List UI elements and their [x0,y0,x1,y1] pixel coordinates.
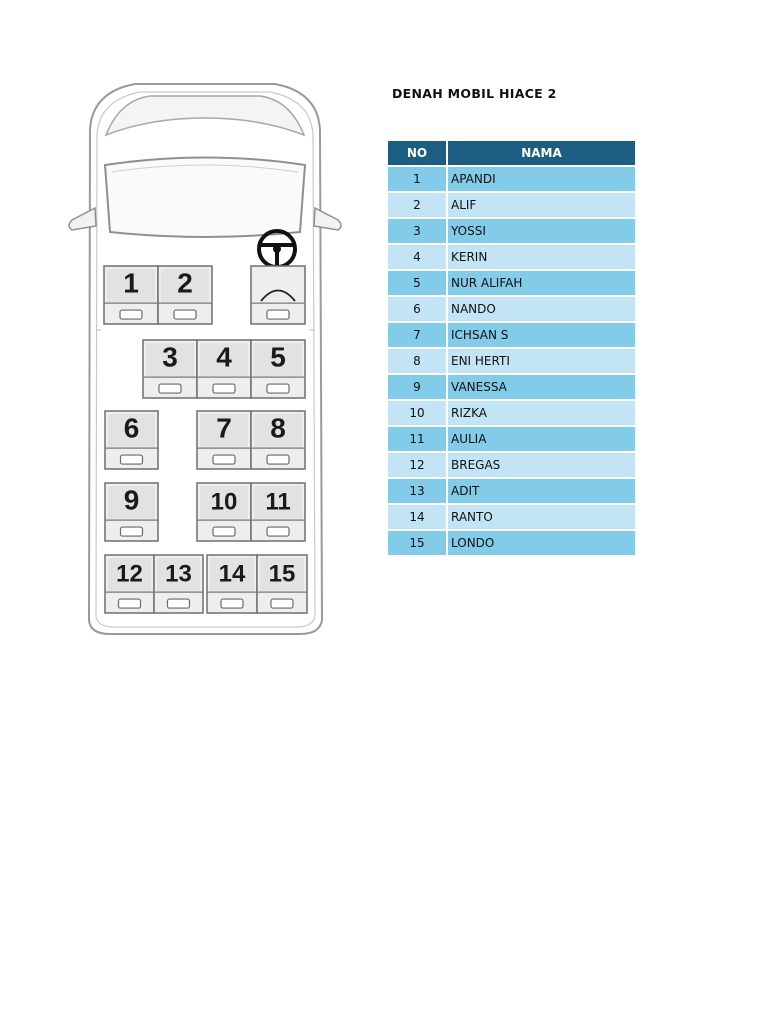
column-header-no: NO [388,141,447,166]
table-row [388,504,635,530]
passenger-name: ICHSAN S [447,322,635,348]
driver-seat [251,266,305,324]
seat [105,555,154,613]
passenger-name: LONDO [447,530,635,555]
seat [143,340,197,398]
seat-number: 4 [216,341,232,373]
seat-number: 1 [123,267,139,299]
left-mirror [69,208,96,230]
column-header-nama: NAMA [447,141,635,166]
table-row [388,322,635,348]
passenger-name: KERIN [447,244,635,270]
seat-number: 8 [270,412,286,444]
seat [104,266,158,324]
passenger-name: BREGAS [447,452,635,478]
seat-number: 3 [162,341,178,373]
seat [207,555,257,613]
row-number: 14 [388,504,447,530]
row-number: 13 [388,478,447,504]
row-number: 10 [388,400,447,426]
seat-number: 13 [165,560,192,588]
row-number: 9 [388,374,447,400]
table-row [388,478,635,504]
table-row [388,218,635,244]
table-row [388,452,635,478]
seat [197,483,251,541]
passenger-name: RIZKA [447,400,635,426]
table-row [388,530,635,555]
seat-number: 5 [270,341,286,373]
seat [154,555,203,613]
table-header-row [388,141,635,166]
table-row [388,348,635,374]
row-number: 2 [388,192,447,218]
passenger-name: VANESSA [447,374,635,400]
seat-number: 2 [177,267,193,299]
van-seat-diagram [0,0,380,660]
seat [105,483,158,541]
seat-number: 7 [216,412,232,444]
seat-number: 10 [210,488,238,516]
seat-number: 14 [218,560,246,588]
page-title: DENAH MOBIL HIACE 2 [392,86,557,101]
passenger-name: RANTO [447,504,635,530]
seat-number: 11 [265,488,291,516]
row-number: 1 [388,166,447,192]
row-number: 12 [388,452,447,478]
row-number: 11 [388,426,447,452]
row-number: 8 [388,348,447,374]
table-row [388,426,635,452]
table-row [388,244,635,270]
passenger-name: NANDO [447,296,635,322]
seat [158,266,212,324]
passenger-name: ENI HERTI [447,348,635,374]
seat [251,483,305,541]
row-number: 3 [388,218,447,244]
table-row [388,400,635,426]
row-number: 15 [388,530,447,555]
table-row [388,270,635,296]
table-row [388,296,635,322]
passenger-name: ALIF [447,192,635,218]
seat-number: 9 [123,484,140,516]
table-row [388,192,635,218]
passenger-name: NUR ALIFAH [447,270,635,296]
passenger-table [388,141,635,555]
seat-number: 15 [268,560,296,588]
seat [197,411,251,469]
passenger-name: ADIT [447,478,635,504]
row-number: 5 [388,270,447,296]
seat-number: 6 [123,412,140,444]
seat [197,340,251,398]
row-number: 7 [388,322,447,348]
table-row [388,166,635,192]
passenger-name: YOSSI [447,218,635,244]
seat-number: 12 [116,560,143,588]
right-mirror [314,208,341,230]
row-number: 4 [388,244,447,270]
passenger-name: APANDI [447,166,635,192]
seat [105,411,158,469]
table-row [388,374,635,400]
passenger-name: AULIA [447,426,635,452]
seat [257,555,307,613]
seat [251,340,305,398]
row-number: 6 [388,296,447,322]
seat [251,411,305,469]
